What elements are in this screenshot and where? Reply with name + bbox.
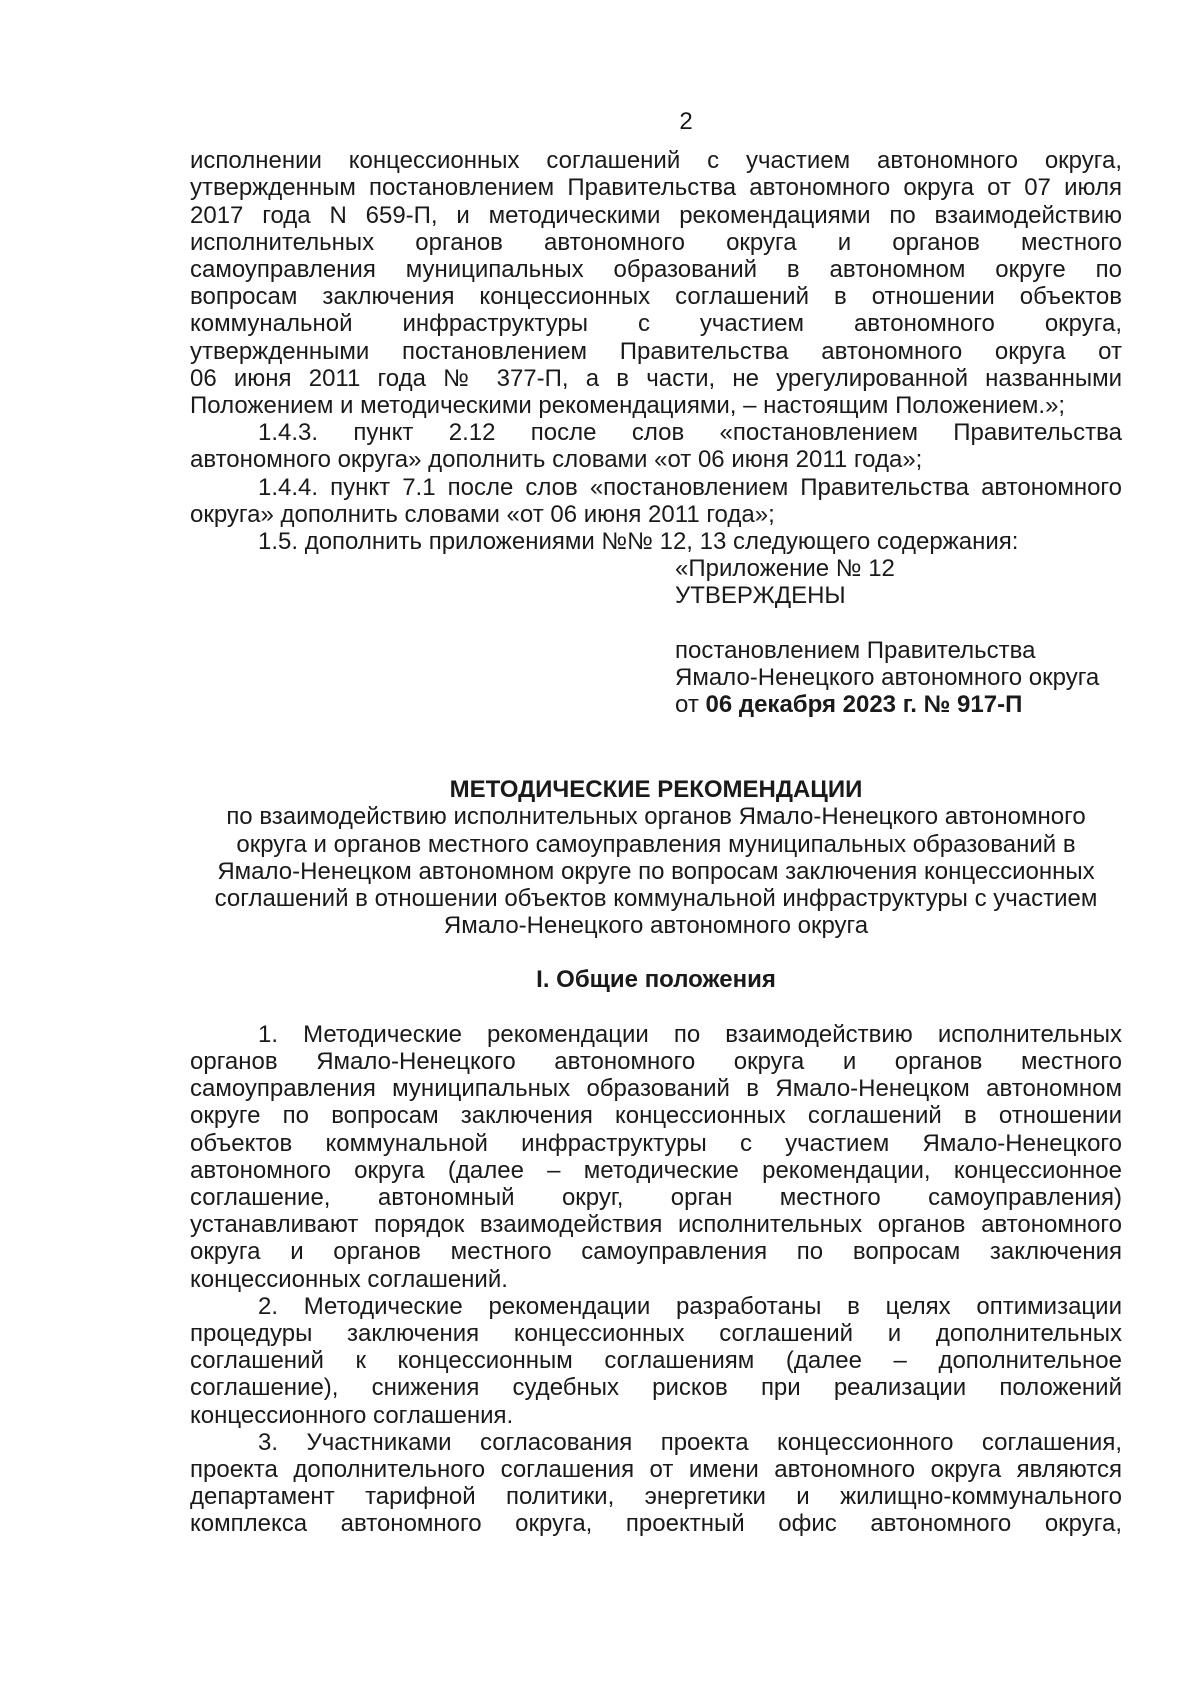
item-1-4-3 [190, 419, 1122, 473]
text-line: коммунальной инфраструктуры с участием автономного округа, [190, 310, 1122, 338]
approval-date-line [675, 691, 1122, 718]
text-line: органов Ямало-Ненецкого автономного округа и органов местного [190, 1047, 1122, 1075]
subtitle-line: соглашений в отношении объектов коммунальной инфраструктуры с участием [214, 885, 1098, 913]
subtitle-line: Ямало-Ненецком автономном округе по вопросам заключения концессионных [217, 857, 1095, 885]
text-line: соглашений к концессионным соглашениям (далее – дополнительное [190, 1347, 1122, 1375]
text-line: соглашение), снижения судебных рисков при реализации положений [190, 1374, 1122, 1402]
text-line: проекта дополнительного соглашения от имени автономного округа являются [190, 1455, 1122, 1483]
subtitle-line: округа и органов местного самоуправления муниципальных образований в [236, 830, 1076, 858]
text-line: 06 июня 2011 года № 377-П, а в части, не урегулированной названными [190, 364, 1122, 392]
approved-label: УТВЕРЖДЕНЫ [675, 582, 846, 610]
paragraph-3 [190, 1429, 1122, 1538]
text-line: округе по вопросам заключения концессионных соглашений в отношении [190, 1102, 1122, 1130]
text-line: объектов коммунальной инфраструктуры с участием Ямало-Ненецкого [190, 1129, 1122, 1157]
approval-block [675, 555, 1122, 718]
text-line: департамент тарифной политики, энергетики и жилищно-коммунального [190, 1483, 1122, 1511]
document-title: МЕТОДИЧЕСКИЕ РЕКОМЕНДАЦИИ [449, 776, 863, 804]
approval-date: 06 декабря 2023 г. № 917-П [705, 691, 1023, 719]
approval-line: постановлением Правительства [675, 636, 1036, 664]
item-1-5: 1.5. дополнить приложениями №№ 12, 13 следующего содержания: [258, 528, 1019, 556]
subtitle-line: по взаимодействию исполнительных органов Ямало-Ненецкого автономного [226, 803, 1086, 831]
text-line: исполнительных органов автономного округа и органов местного [190, 228, 1122, 256]
text-line: соглашение, автономный округ, орган местного самоуправления) [190, 1183, 1122, 1211]
intro-paragraph [190, 147, 1122, 419]
approval-line: Ямало-Ненецкого автономного округа [675, 663, 1100, 691]
text-line: 1.4.3. пункт 2.12 после слов «постановлением Правительства [258, 419, 1122, 447]
text-line: самоуправления муниципальных образований в автономном округе по [190, 256, 1122, 284]
text-line: Положением и методическими рекомендациями, – настоящим Положением.»; [190, 392, 1066, 420]
text-line: 2017 года N 659-П, и методическими рекомендациями по взаимодействию [190, 201, 1122, 229]
date-prefix: от [675, 691, 699, 719]
text-line: исполнении концессионных соглашений с участием автономного округа, [190, 147, 1122, 175]
text-line: округа» дополнить словами «от 06 июня 2011 года»; [190, 500, 775, 528]
appendix-label: «Приложение № 12 [675, 555, 895, 583]
text-line: утвержденным постановлением Правительства автономного округа от 07 июля [190, 174, 1122, 202]
text-line: 2. Методические рекомендации разработаны в целях оптимизации [258, 1292, 1122, 1320]
text-line: 3. Участниками согласования проекта концессионного соглашения, [258, 1428, 1122, 1456]
text-line: комплекса автономного округа, проектный офис автономного округа, [190, 1510, 1122, 1538]
text-line: округа и органов местного самоуправления по вопросам заключения [190, 1238, 1122, 1266]
document-subtitle [190, 803, 1122, 939]
text-line: 1. Методические рекомендации по взаимодействию исполнительных [258, 1020, 1122, 1048]
paragraph-1 [190, 1021, 1122, 1293]
subtitle-line: Ямало-Ненецкого автономного округа [443, 912, 869, 940]
paragraph-2 [190, 1293, 1122, 1429]
item-1-4-4 [190, 474, 1122, 528]
text-line: самоуправления муниципальных образований в Ямало-Ненецком автономном [190, 1075, 1122, 1103]
text-line: концессионного соглашения. [190, 1401, 514, 1429]
text-line: процедуры заключения концессионных соглашений и дополнительных [190, 1319, 1122, 1347]
text-line: автономного округа (далее – методические рекомендации, концессионное [190, 1156, 1122, 1184]
text-line: утвержденными постановлением Правительства автономного округа от [190, 337, 1122, 365]
text-line: вопросам заключения концессионных соглашений в отношении объектов [190, 283, 1122, 311]
section-heading: I. Общие положения [536, 966, 776, 994]
text-line: автономного округа» дополнить словами «от 06 июня 2011 года»; [190, 446, 923, 474]
page-number: 2 [679, 108, 693, 135]
text-line: концессионных соглашений. [190, 1265, 508, 1293]
text-line: 1.4.4. пункт 7.1 после слов «постановлением Правительства автономного [258, 473, 1122, 501]
text-line: устанавливают порядок взаимодействия исполнительных органов автономного [190, 1211, 1122, 1239]
